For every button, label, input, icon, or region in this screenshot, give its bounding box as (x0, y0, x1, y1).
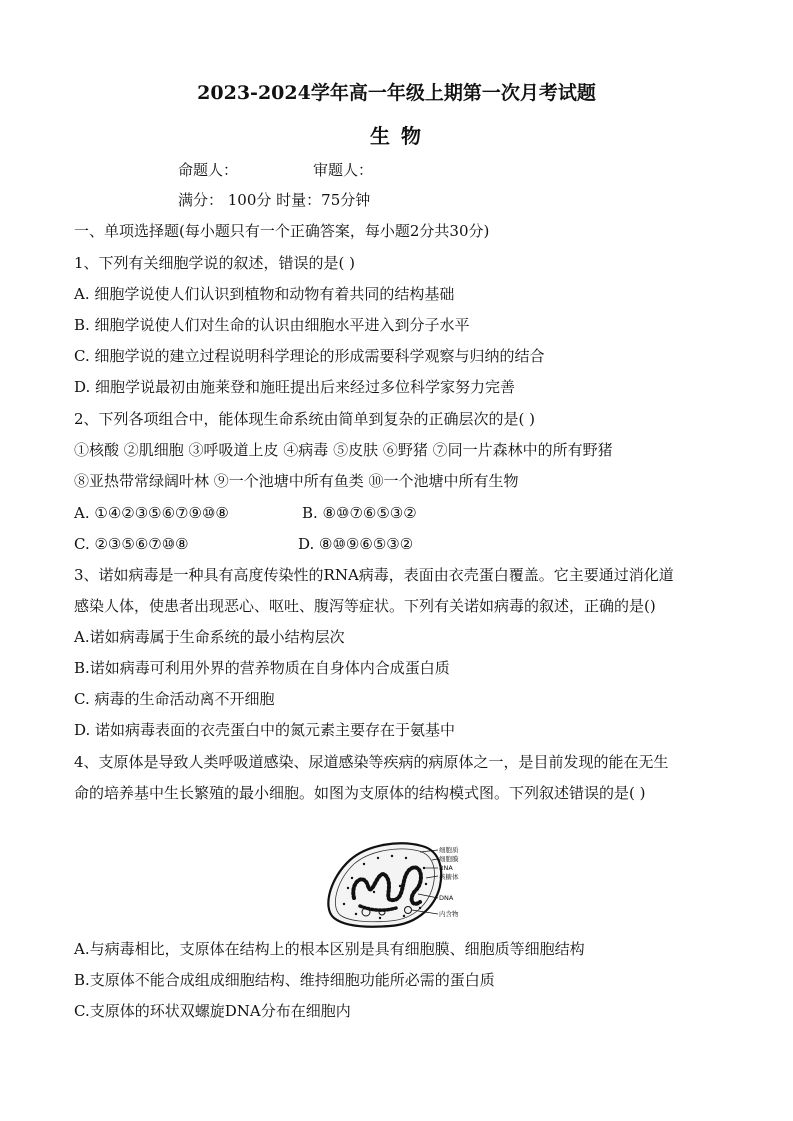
q3-stem-line-1: 3、诺如病毒是一种具有高度传染性的RNA病毒，表面由衣壳蛋白覆盖。它主要通过消化道 (74, 566, 674, 584)
q1-option-b: B. 细胞学说使人们对生命的认识由细胞水平进入到分子水平 (74, 316, 470, 334)
mycoplasma-diagram (320, 838, 480, 930)
subject-title: 生 物 (370, 124, 423, 148)
q1-option-d: D. 细胞学说最初由施莱登和施旺提出后来经过多位科学家努力完善 (74, 378, 516, 396)
q2-stem: 2、下列各项组合中，能体现生命系统由简单到复杂的正确层次的是( ) (74, 410, 536, 428)
q4-option-b: B.支原体不能合成组成细胞结构、维持细胞功能所必需的蛋白质 (74, 971, 495, 989)
q2-items-line-2: ⑧亚热带常绿阔叶林 ⑨一个池塘中所有鱼类 ⑩一个池塘中所有生物 (74, 472, 519, 490)
q1-option-c: C. 细胞学说的建立过程说明科学理论的形成需要科学观察与归纳的结合 (74, 347, 545, 365)
section-heading: 一、单项选择题(每小题只有一个正确答案，每小题2分共30分) (74, 222, 490, 240)
q1-stem: 1、下列有关细胞学说的叙述，错误的是( ) (74, 254, 356, 272)
label-cell-membrane: 细胞膜 (439, 855, 459, 863)
q4-stem-line-1: 4、支原体是导致人类呼吸道感染、尿道感染等疾病的病原体之一，是目前发现的能在无生 (74, 753, 669, 771)
label-inclusion: 内含物 (439, 910, 459, 918)
q3-option-b: B.诺如病毒可利用外界的营养物质在自身体内合成蛋白质 (74, 659, 450, 677)
score-time-info: 满分： 100分 时量：75分钟 (178, 191, 371, 209)
label-ribosome: 核糖体 (439, 873, 459, 881)
q2-option-b: B. ⑧⑩⑦⑥⑤③② (302, 504, 417, 522)
cell-membrane-outline (328, 843, 441, 926)
q2-option-d: D. ⑧⑩⑨⑥⑤③② (298, 535, 414, 553)
label-rna: RNA (439, 864, 453, 872)
q3-stem-line-2: 感染人体，使患者出现恶心、呕吐、腹泻等症状。下列有关诺如病毒的叙述，正确的是() (74, 597, 656, 615)
q2-option-c: C. ②③⑤⑥⑦⑩⑧ (74, 535, 189, 553)
reviewer-label: 审题人： (313, 161, 374, 179)
author-label: 命题人： (178, 161, 239, 179)
q3-option-c: C. 病毒的生命活动离不开细胞 (74, 690, 275, 708)
q4-option-c: C.支原体的环状双螺旋DNA分布在细胞内 (74, 1002, 351, 1020)
q2-items-line-1: ①核酸 ②肌细胞 ③呼吸道上皮 ④病毒 ⑤皮肤 ⑥野猪 ⑦同一片森林中的所有野猪 (74, 441, 613, 459)
q1-option-a: A. 细胞学说使人们认识到植物和动物有着共同的结构基础 (74, 285, 455, 303)
q3-option-a: A.诺如病毒属于生命系统的最小结构层次 (74, 628, 345, 646)
q3-option-d: D. 诺如病毒表面的衣壳蛋白中的氮元素主要存在于氨基中 (74, 721, 456, 739)
label-dna: DNA (439, 894, 454, 902)
q4-stem-line-2: 命的培养基中生长繁殖的最小细胞。如图为支原体的结构模式图。下列叙述错误的是( ) (74, 784, 646, 802)
q2-option-a: A. ①④②③⑤⑥⑦⑨⑩⑧ (74, 504, 229, 522)
exam-title: 2023-2024学年高一年级上期第一次月考试题 (197, 82, 596, 104)
q4-option-a: A.与病毒相比，支原体在结构上的根本区别是具有细胞膜、细胞质等细胞结构 (74, 940, 585, 958)
label-cytoplasm: 细胞质 (439, 846, 459, 854)
